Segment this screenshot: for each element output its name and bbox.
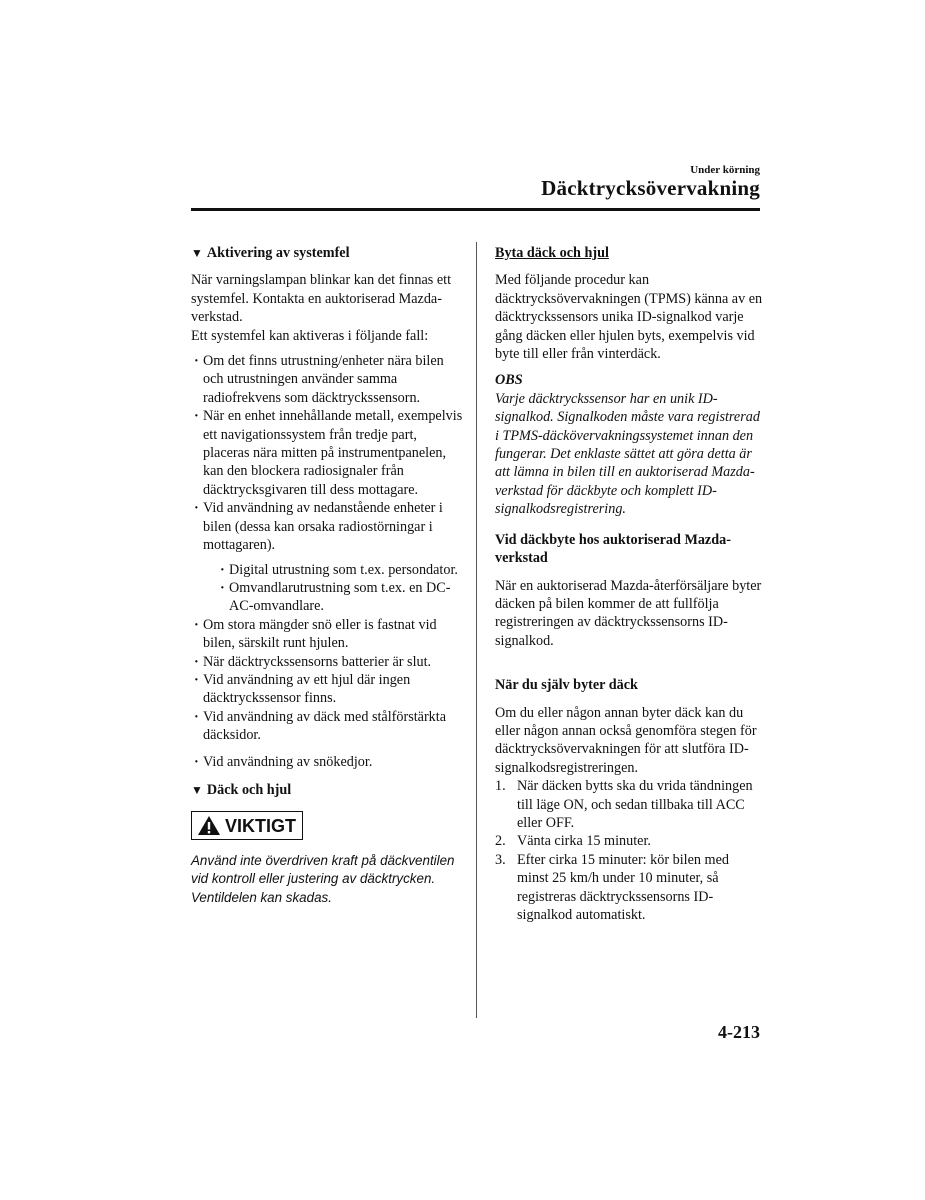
paragraph: Om du eller någon annan byter däck kan du eller någon annan också genomföra stegen för däcktrycksövervakningen för att slutföra ID-signalkodsregistreringen.: [495, 704, 757, 776]
list-item: · Vid användning av ett hjul där ingen däcktryckssensor finns.: [191, 671, 466, 708]
warning-text: Använd inte överdriven kraft på däckventilen vid kontroll eller justering av däcktrycken. Ventildelen kan skadas.: [191, 852, 455, 905]
list-item: · Vid användning av snökedjor.: [191, 753, 466, 771]
sub-bullet-list: [217, 561, 466, 616]
page-number: 4-213: [718, 1022, 760, 1042]
header-divider: [191, 208, 760, 211]
paragraph: När en auktoriserad Mazda-återförsäljare byter däcken på bilen kommer de att fullfölja registreringen av däcktryckssensorns ID-signalkod.: [495, 577, 762, 649]
list-item: · Om det finns utrustning/enheter nära bilen och utrustningen använder samma radiofrekvens som däcktryckssensorn.: [191, 352, 466, 407]
column-divider: [476, 242, 477, 1018]
list-item: · När däcktryckssensorns batterier är slut.: [191, 653, 466, 671]
paragraph: Med följande procedur kan däcktrycksövervakningen (TPMS) känna av en däcktryckssensors unika ID-signalkod varje gång däcken eller hjulen byts, exempelvis vid byte till eller från vinterdäck.: [495, 272, 763, 363]
bullet-list: [191, 352, 466, 771]
list-item: · Vid användning av däck med stålförstärkta däcksidor.: [191, 708, 466, 745]
right-column: [495, 244, 763, 924]
triangle-down-icon: ▼: [191, 782, 203, 797]
list-item: · Omvandlarutrustning som t.ex. en DC-AC-omvandlare.: [217, 579, 466, 616]
section-heading-byta: Byta däck och hjul: [495, 245, 609, 261]
running-header-section: Under körning: [690, 164, 760, 176]
list-item: · Om stora mängder snö eller is fastnat vid bilen, särskilt runt hjulen.: [191, 616, 466, 653]
page-title: Däcktrycksövervakning: [541, 176, 760, 200]
note-title: OBS: [495, 372, 523, 389]
list-item: · När en enhet innehållande metall, exempelvis ett navigationssystem från tredje part, placeras nära mitten på instrumentpanelen, kan den blockera radiosignaler från däcktrycksgivaren till dess mottagare.: [191, 407, 466, 499]
subsection-heading-auktoriserad: Vid däckbyte hos auktoriserad Mazda-verkstad: [495, 531, 731, 567]
paragraph: Ett systemfel kan aktiveras i följande fall:: [191, 327, 429, 344]
section-heading-aktivering: ▼ Aktivering av systemfel: [191, 245, 350, 261]
list-item: 2. Vänta cirka 15 minuter.: [495, 833, 651, 850]
paragraph: När varningslampan blinkar kan det finnas ett systemfel. Kontakta en auktoriserad Mazda-verkstad.: [191, 272, 452, 326]
left-column: [191, 244, 466, 907]
warning-triangle-icon: [197, 815, 221, 836]
list-item: · Vid användning av nedanstående enheter i bilen (dessa kan orsaka radiostörningar i mottagaren). · Digital utrustning som t.ex. persondator. · Omvandlarutrustning som t.ex. en DC-AC-omvandlare.: [191, 499, 466, 615]
triangle-down-icon: ▼: [191, 246, 203, 260]
list-item: · Digital utrustning som t.ex. persondator.: [217, 561, 466, 579]
list-item: 3. Efter cirka 15 minuter: kör bilen med minst 25 km/h under 10 minuter, så registreras däcktryckssensorns ID-signalkod automatiskt.: [495, 851, 729, 923]
important-label: VIKTIGT: [191, 811, 303, 840]
step-list: [495, 777, 763, 924]
list-item: 1. När däcken bytts ska du vrida tändningen till läge ON, och sedan tillbaka till ACC eller OFF.: [495, 778, 753, 831]
section-heading-dack-och-hjul: ▼ Däck och hjul: [191, 781, 292, 798]
note-text: Varje däcktryckssensor har en unik ID-signalkod. Signalkoden måste vara registrerad i TPMS-däckövervakningssystemet innan den fungerar. Det enklaste sättet att göra detta är att lämna in bilen till en auktoriserad Mazda-verkstad för däckbyte och komplett ID-signalkodsregistrering.: [495, 390, 760, 518]
subsection-heading-sjalv: När du själv byter däck: [495, 677, 638, 694]
